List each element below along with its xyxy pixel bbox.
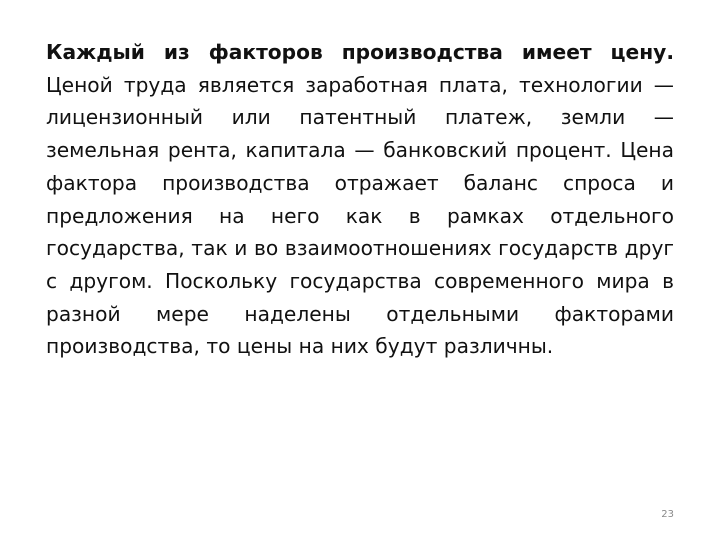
slide-lead-sentence: Каждый из факторов производства имеет цену. <box>46 40 674 64</box>
slide-body-text <box>46 36 674 363</box>
slide-number: 23 <box>661 509 674 520</box>
slide-main-text: Ценой труда является заработная плата, технологии — лицензионный или патентный платеж, земли — земельная рента, капитала — банковский процент. Цена фактора производства отражает баланс спроса и предложения на него как в рамках отдельного государства, так и во взаимоотношениях государств друг с другом. Поскольку государства современного мира в разной мере наделены отдельными факторами производства, то цены на них будут различны. <box>46 72 674 359</box>
